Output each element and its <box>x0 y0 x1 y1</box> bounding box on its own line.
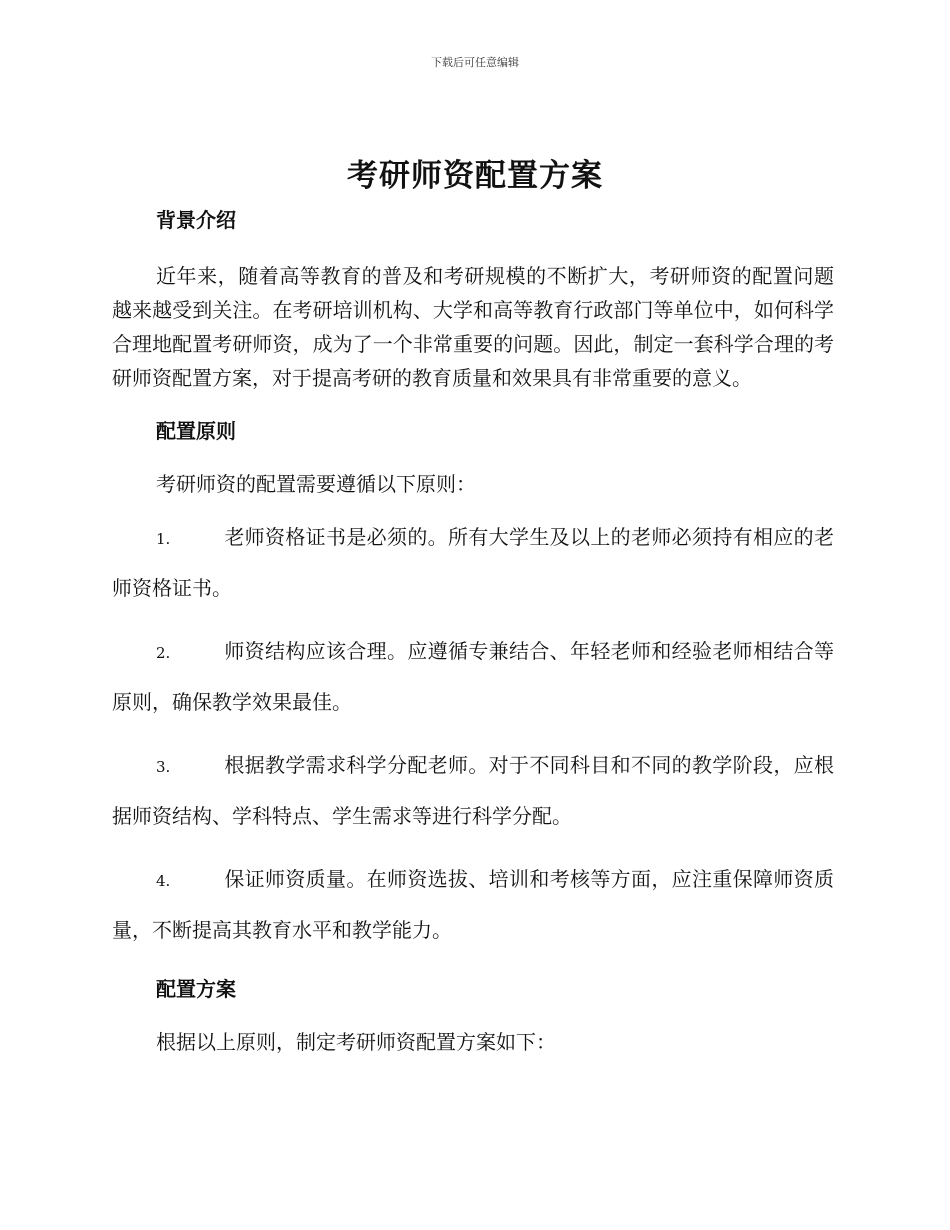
list-item-text: 师资结构应该合理。应遵循专兼结合、年轻老师和经验老师相结合等原则，确保教学效果最佳。 <box>112 639 834 714</box>
principle-item-1 <box>112 513 834 613</box>
section-heading-principles: 配置原则 <box>156 419 236 443</box>
document-title: 考研师资配置方案 <box>347 158 603 194</box>
principles-intro: 考研师资的配置需要遵循以下原则： <box>156 472 476 496</box>
page-header-note: 下载后可任意编辑 <box>431 56 519 69</box>
list-item-text: 保证师资质量。在师资选拔、培训和考核等方面，应注重保障师资质量，不断提高其教育水平和教学能力。 <box>112 867 834 942</box>
principle-item-4 <box>112 855 834 955</box>
list-item-text: 老师资格证书是必须的。所有大学生及以上的老师必须持有相应的老师资格证书。 <box>112 525 834 600</box>
list-number: 4. <box>156 872 171 890</box>
background-paragraph: 近年来，随着高等教育的普及和考研规模的不断扩大，考研师资的配置问题越来越受到关注。在考研培训机构、大学和高等教育行政部门等单位中，如何科学合理地配置考研师资，成为了一个非常重要的问题。因此，制定一套科学合理的考研师资配置方案，对于提高考研的教育质量和效果具有非常重要的意义。 <box>112 264 834 390</box>
document-body <box>112 203 834 1059</box>
principle-item-2 <box>112 627 834 727</box>
section-heading-plan: 配置方案 <box>156 977 236 1001</box>
principle-item-3 <box>112 741 834 841</box>
list-number: 3. <box>156 758 171 776</box>
list-item-text: 根据教学需求科学分配老师。对于不同科目和不同的教学阶段，应根据师资结构、学科特点、学生需求等进行科学分配。 <box>112 753 834 828</box>
list-number: 1. <box>156 530 171 548</box>
section-heading-background: 背景介绍 <box>156 208 236 232</box>
list-number: 2. <box>156 644 171 662</box>
plan-intro: 根据以上原则，制定考研师资配置方案如下： <box>156 1030 556 1054</box>
